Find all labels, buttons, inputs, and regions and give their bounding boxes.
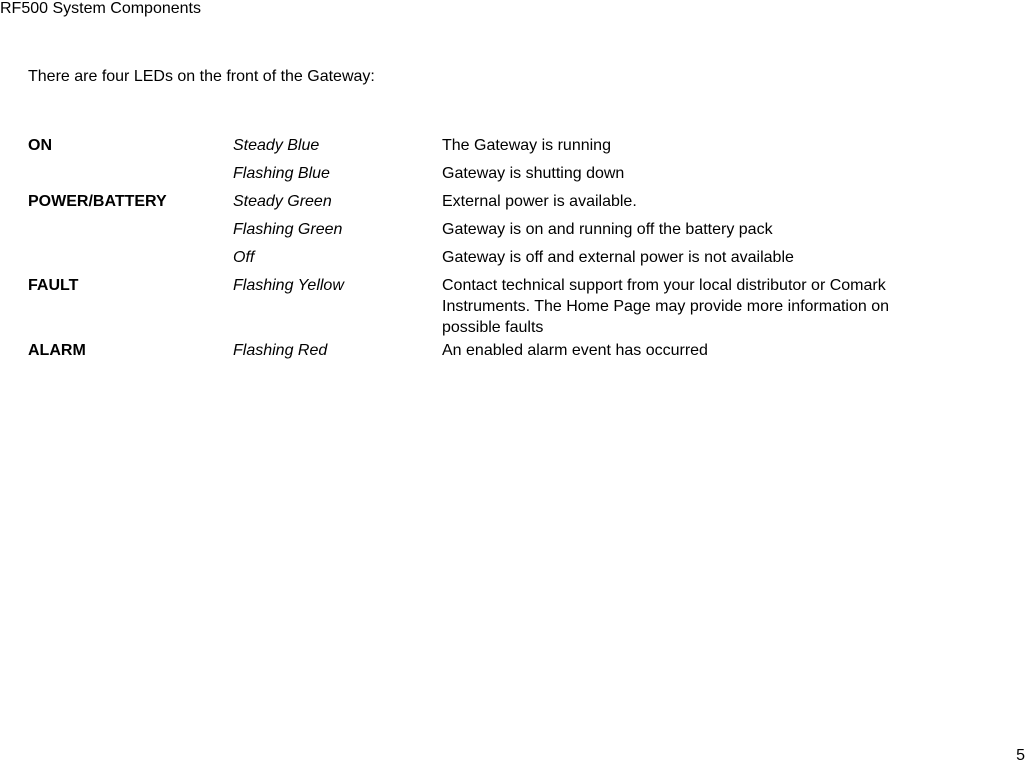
led-description: The Gateway is running bbox=[442, 137, 611, 154]
led-state: Flashing Yellow bbox=[233, 277, 344, 294]
intro-paragraph: There are four LEDs on the front of the Gateway: bbox=[28, 68, 375, 85]
table-row bbox=[28, 248, 988, 267]
table-row bbox=[28, 276, 988, 337]
table-row bbox=[28, 192, 988, 211]
table-row bbox=[28, 164, 988, 183]
led-description-line: Instruments. The Home Page may provide more information on bbox=[442, 298, 890, 315]
led-description: Gateway is on and running off the battery pack bbox=[442, 221, 773, 238]
page-number: 5 bbox=[1016, 747, 1025, 764]
table-row bbox=[28, 136, 988, 155]
led-state: Flashing Green bbox=[233, 221, 343, 238]
led-state: Flashing Red bbox=[233, 342, 328, 359]
led-name: ALARM bbox=[28, 342, 86, 359]
table-row bbox=[28, 220, 988, 239]
led-name: ON bbox=[28, 137, 52, 154]
table-row bbox=[28, 341, 988, 360]
led-table bbox=[28, 136, 988, 369]
led-description: External power is available. bbox=[442, 193, 637, 210]
led-name: FAULT bbox=[28, 277, 79, 294]
led-state: Steady Green bbox=[233, 193, 332, 210]
led-description-line: possible faults bbox=[442, 319, 544, 336]
led-description-line: Contact technical support from your local distributor or Comark bbox=[442, 277, 886, 294]
led-description bbox=[442, 276, 982, 337]
led-state: Steady Blue bbox=[233, 137, 320, 154]
led-description: Gateway is off and external power is not available bbox=[442, 249, 794, 266]
page-header-title: RF500 System Components bbox=[0, 0, 201, 17]
led-description: Gateway is shutting down bbox=[442, 165, 625, 182]
led-description: An enabled alarm event has occurred bbox=[442, 342, 708, 359]
led-state: Off bbox=[233, 249, 255, 266]
led-state: Flashing Blue bbox=[233, 165, 330, 182]
led-name: POWER/BATTERY bbox=[28, 193, 167, 210]
